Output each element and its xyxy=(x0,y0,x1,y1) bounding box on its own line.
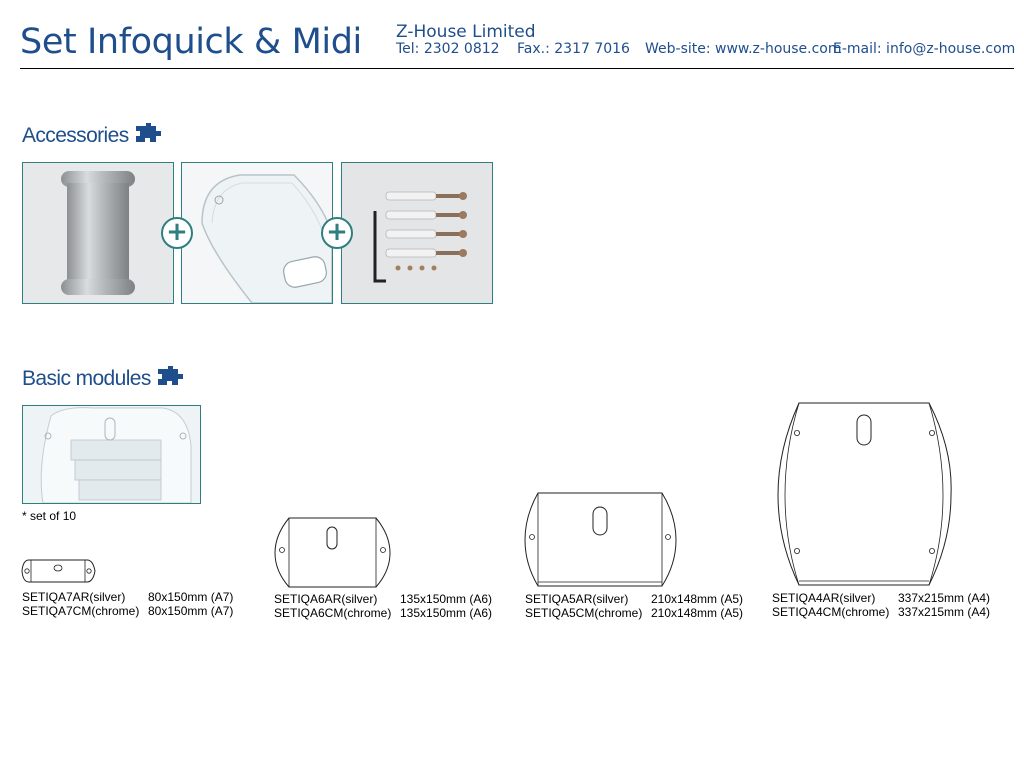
plus-icon: + xyxy=(161,217,193,249)
accessory-chrome-spacer xyxy=(22,162,174,304)
module-a5-drawing xyxy=(524,492,678,588)
accessories-heading-row xyxy=(22,123,164,148)
telephone: Tel: 2302 0812 xyxy=(396,41,500,57)
page-title: Set Infoquick & Midi xyxy=(20,22,362,62)
module-code-silver: SETIQA6AR(silver) xyxy=(274,592,378,606)
set-note: * set of 10 xyxy=(22,509,77,523)
fax: Fax.: 2317 7016 xyxy=(517,41,630,57)
module-a7-drawing xyxy=(21,559,97,583)
module-a6-drawing xyxy=(274,517,392,589)
plus-icon: + xyxy=(321,217,353,249)
company-name: Z-House Limited xyxy=(396,22,536,42)
email: E-mail: info@z-house.com xyxy=(833,41,1016,57)
module-photo xyxy=(22,405,201,504)
module-a4-codes xyxy=(772,591,991,619)
module-a4-drawing xyxy=(777,401,953,587)
module-a7-codes xyxy=(22,590,234,618)
basic-modules-heading: Basic modules xyxy=(22,367,151,390)
module-code-chrome: SETIQA4CM(chrome) xyxy=(772,605,890,619)
module-size: 210x148mm (A5) xyxy=(651,606,744,620)
module-size: 135x150mm (A6) xyxy=(400,606,493,620)
module-code-silver: SETIQA5AR(silver) xyxy=(525,592,629,606)
module-code-silver: SETIQA4AR(silver) xyxy=(772,591,876,605)
website: Web-site: www.z-house.com xyxy=(645,41,842,57)
basic-modules-heading-row xyxy=(22,366,186,391)
module-size: 80x150mm (A7) xyxy=(148,590,234,604)
module-size: 337x215mm (A4) xyxy=(898,605,991,619)
accessories-heading: Accessories xyxy=(22,124,129,147)
accessory-wall-plugs xyxy=(341,162,493,304)
acrylic-holder-image xyxy=(182,163,332,303)
module-size: 337x215mm (A4) xyxy=(898,591,991,605)
chrome-spacer-image xyxy=(23,163,173,303)
module-code-chrome: SETIQA5CM(chrome) xyxy=(525,606,643,620)
puzzle-icon xyxy=(134,123,164,145)
accessory-acrylic-holder xyxy=(181,162,333,304)
module-code-silver: SETIQA7AR(silver) xyxy=(22,590,126,604)
module-a5-codes xyxy=(525,592,744,620)
module-code-chrome: SETIQA6CM(chrome) xyxy=(274,606,392,620)
puzzle-icon xyxy=(156,366,186,388)
module-set-image xyxy=(23,406,200,503)
header-divider xyxy=(20,68,1014,69)
module-size: 80x150mm (A7) xyxy=(148,604,234,618)
module-a6-codes xyxy=(274,592,493,620)
module-size: 210x148mm (A5) xyxy=(651,592,744,606)
module-code-chrome: SETIQA7CM(chrome) xyxy=(22,604,140,618)
wall-plugs-screws-image xyxy=(342,163,492,303)
module-size: 135x150mm (A6) xyxy=(400,592,493,606)
